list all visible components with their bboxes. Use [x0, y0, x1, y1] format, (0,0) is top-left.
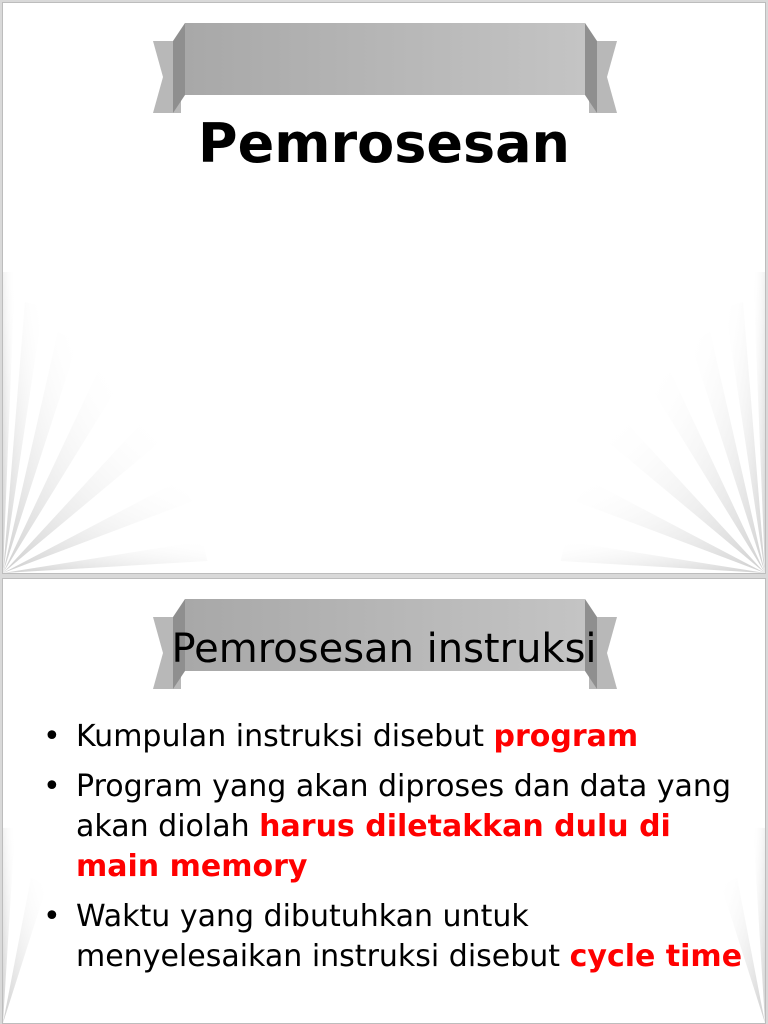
slide-title: Pemrosesan	[198, 112, 570, 175]
content-slide	[2, 578, 766, 1024]
bullet-text: Waktu yang dibutuhkan untuk menyelesaikan instruksi disebut	[76, 899, 570, 974]
bullet-text: Kumpulan instruksi disebut	[76, 719, 494, 754]
bullet-item	[43, 767, 743, 887]
bullet-item	[43, 897, 743, 977]
title-slide	[2, 2, 766, 574]
highlighted-text: program	[493, 719, 639, 754]
bullet-dot-icon: •	[43, 769, 61, 804]
bullet-list	[43, 717, 743, 987]
bullet-dot-icon: •	[43, 899, 61, 934]
slide-title: Pemrosesan instruksi	[171, 626, 597, 672]
bullet-item	[43, 717, 743, 757]
bullet-text: Program yang akan diproses dan data yang akan diolah	[76, 769, 731, 844]
bullet-dot-icon: •	[43, 719, 61, 754]
highlighted-text: cycle time	[569, 939, 743, 974]
title-ribbon	[153, 23, 617, 117]
highlighted-text: harus diletakkan dulu di main memory	[76, 809, 671, 884]
